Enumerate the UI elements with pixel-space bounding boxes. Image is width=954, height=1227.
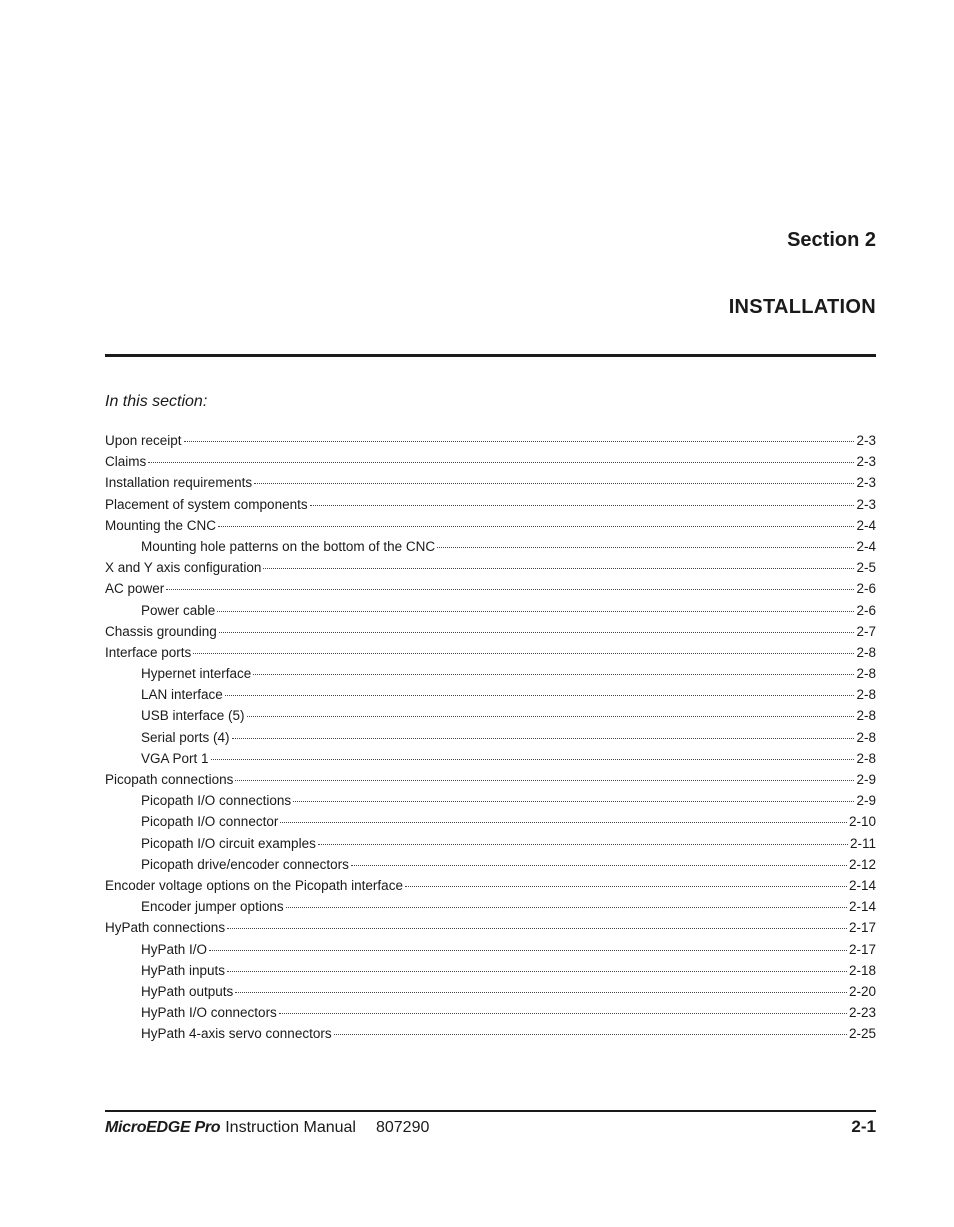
toc-entry[interactable] [105, 790, 876, 811]
toc-dot-leader [166, 589, 854, 590]
toc-entry-title: X and Y axis configuration [105, 560, 262, 576]
toc-dot-leader [232, 738, 855, 739]
toc-dot-leader [218, 526, 854, 527]
toc-entry-page: 2-5 [856, 560, 876, 576]
toc-entry-page: 2-17 [848, 920, 876, 936]
toc-entry-title: Picopath I/O connector [141, 814, 279, 830]
section-title: INSTALLATION [728, 296, 876, 318]
toc-dot-leader [334, 1034, 847, 1035]
toc-entry-page: 2-23 [848, 1005, 876, 1021]
toc-entry[interactable] [105, 621, 876, 642]
toc-entry[interactable] [105, 854, 876, 875]
toc-dot-leader [351, 865, 847, 866]
toc-entry-title: Picopath drive/encoder connectors [141, 856, 349, 872]
toc-entry-title: Picopath connections [105, 772, 234, 787]
toc-dot-leader [253, 674, 854, 675]
toc-entry-title: HyPath inputs [141, 962, 226, 978]
toc-entry-title: Power cable [141, 602, 216, 618]
toc-entry-page: 2-9 [856, 793, 876, 809]
toc-entry-page: 2-3 [856, 496, 876, 512]
toc-entry-title: Picopath I/O circuit examples [141, 835, 316, 851]
toc-entry[interactable] [105, 494, 876, 515]
toc-dot-leader [211, 759, 855, 760]
toc-entry-title: Mounting the CNC [105, 517, 217, 533]
page-footer [105, 1117, 876, 1141]
toc-dot-leader [184, 441, 855, 442]
toc-entry-page: 2-8 [856, 708, 876, 724]
toc-entry[interactable] [105, 981, 876, 1002]
toc-entry-page: 2-17 [848, 941, 876, 957]
intro-text: In this section: [105, 393, 208, 410]
footer-page-number: 2-1 [851, 1117, 876, 1136]
toc-dot-leader [310, 505, 855, 506]
toc-entry-page: 2-10 [848, 814, 876, 830]
toc-dot-leader [219, 632, 855, 633]
toc-entry-page: 2-14 [848, 899, 876, 915]
toc-entry[interactable] [105, 430, 876, 451]
toc-entry[interactable] [105, 960, 876, 981]
toc-entry-title: USB interface (5) [141, 708, 245, 724]
toc-entry-title: Mounting hole patterns on the bottom of the CNC [141, 538, 436, 554]
toc-dot-leader [247, 716, 855, 717]
toc-dot-leader [280, 822, 847, 823]
toc-entry-page: 2-8 [856, 729, 876, 745]
toc-entry-page: 2-25 [848, 1026, 876, 1042]
toc-entry-page: 2-4 [856, 538, 876, 554]
toc-dot-leader [263, 568, 854, 569]
toc-entry-page: 2-8 [856, 687, 876, 703]
toc-dot-leader [279, 1013, 847, 1014]
toc-entry[interactable] [105, 705, 876, 726]
toc-dot-leader [254, 483, 854, 484]
toc-entry[interactable] [105, 663, 876, 684]
toc-entry-title: Encoder voltage options on the Picopath interface [105, 877, 403, 893]
toc-entry[interactable] [105, 875, 876, 896]
toc-dot-leader [286, 907, 847, 908]
toc-entry[interactable] [105, 917, 876, 938]
toc-dot-leader [235, 992, 847, 993]
toc-entry-page: 2-3 [856, 454, 876, 470]
toc-entry[interactable] [105, 727, 876, 748]
toc-entry[interactable] [105, 896, 876, 917]
toc-entry-page: 2-3 [856, 475, 876, 491]
toc-entry[interactable] [105, 939, 876, 960]
toc-dot-leader [405, 886, 847, 887]
toc-entry[interactable] [105, 515, 876, 536]
toc-entry[interactable] [105, 600, 876, 621]
toc-entry-title: Placement of system components [105, 496, 308, 512]
toc-dot-leader [318, 844, 848, 845]
toc-entry-title: Interface ports [105, 644, 192, 660]
toc-entry-title: VGA Port 1 [141, 750, 209, 766]
toc-dot-leader [227, 928, 847, 929]
toc-entry-title: Encoder jumper options [141, 899, 284, 915]
toc-entry-title: HyPath I/O connectors [141, 1005, 277, 1021]
toc-dot-leader [209, 950, 847, 951]
toc-entry-title: Serial ports (4) [141, 729, 230, 745]
toc-dot-leader [235, 780, 854, 781]
toc-entry-page: 2-20 [848, 983, 876, 999]
toc-dot-leader [437, 547, 854, 548]
footer-divider [105, 1110, 876, 1112]
toc-entry-title: Picopath I/O connections [141, 793, 292, 809]
toc-entry[interactable] [105, 811, 876, 832]
toc-entry-title: HyPath outputs [141, 983, 234, 999]
toc-entry-title: Installation requirements [105, 475, 253, 491]
toc-entry-page: 2-12 [848, 856, 876, 872]
toc-entry-page: 2-4 [856, 517, 876, 533]
toc-entry-title: Claims [105, 454, 147, 470]
toc-dot-leader [148, 462, 854, 463]
toc-entry-page: 2-9 [856, 772, 876, 787]
toc-entry[interactable] [105, 536, 876, 557]
section-label: Section 2 [787, 229, 876, 251]
toc-entry[interactable] [105, 684, 876, 705]
toc-entry-title: Chassis grounding [105, 623, 217, 639]
toc-dot-leader [193, 653, 854, 654]
toc-dot-leader [217, 611, 854, 612]
toc-entry-page: 2-8 [856, 750, 876, 766]
toc-entry[interactable] [105, 642, 876, 663]
toc-entry[interactable] [105, 578, 876, 599]
toc-entry[interactable] [105, 1023, 876, 1044]
toc-entry-page: 2-8 [856, 666, 876, 682]
toc-entry-page: 2-18 [848, 962, 876, 978]
footer-product-name: MicroEDGE Pro [105, 1119, 221, 1136]
toc-entry[interactable] [105, 451, 876, 472]
toc-entry-page: 2-3 [856, 433, 876, 448]
toc-entry-page: 2-7 [856, 623, 876, 639]
toc-entry-title: AC power [105, 581, 165, 597]
toc-dot-leader [227, 971, 847, 972]
footer-manual-title: Instruction Manual [225, 1119, 356, 1136]
toc-entry-page: 2-11 [849, 835, 876, 851]
toc-entry[interactable] [105, 833, 876, 854]
toc-entry-page: 2-14 [848, 877, 876, 893]
toc-entry[interactable] [105, 472, 876, 493]
toc-entry-title: LAN interface [141, 687, 223, 703]
toc-entry-title: Hypernet interface [141, 666, 252, 682]
toc-entry[interactable] [105, 557, 876, 578]
toc-entry-page: 2-6 [856, 602, 876, 618]
toc-entry-title: HyPath 4-axis servo connectors [141, 1026, 332, 1042]
toc-entry[interactable] [105, 769, 876, 790]
toc-entry-title: HyPath I/O [141, 941, 208, 957]
footer-part-number: 807290 [375, 1119, 430, 1136]
table-of-contents [105, 430, 876, 1044]
toc-entry-title: Upon receipt [105, 433, 182, 448]
toc-entry-page: 2-8 [856, 644, 876, 660]
toc-entry[interactable] [105, 1002, 876, 1023]
toc-entry-title: HyPath connections [105, 920, 226, 936]
toc-entry[interactable] [105, 748, 876, 769]
toc-entry-page: 2-6 [856, 581, 876, 597]
toc-dot-leader [293, 801, 854, 802]
header-divider [105, 354, 876, 357]
toc-dot-leader [225, 695, 855, 696]
